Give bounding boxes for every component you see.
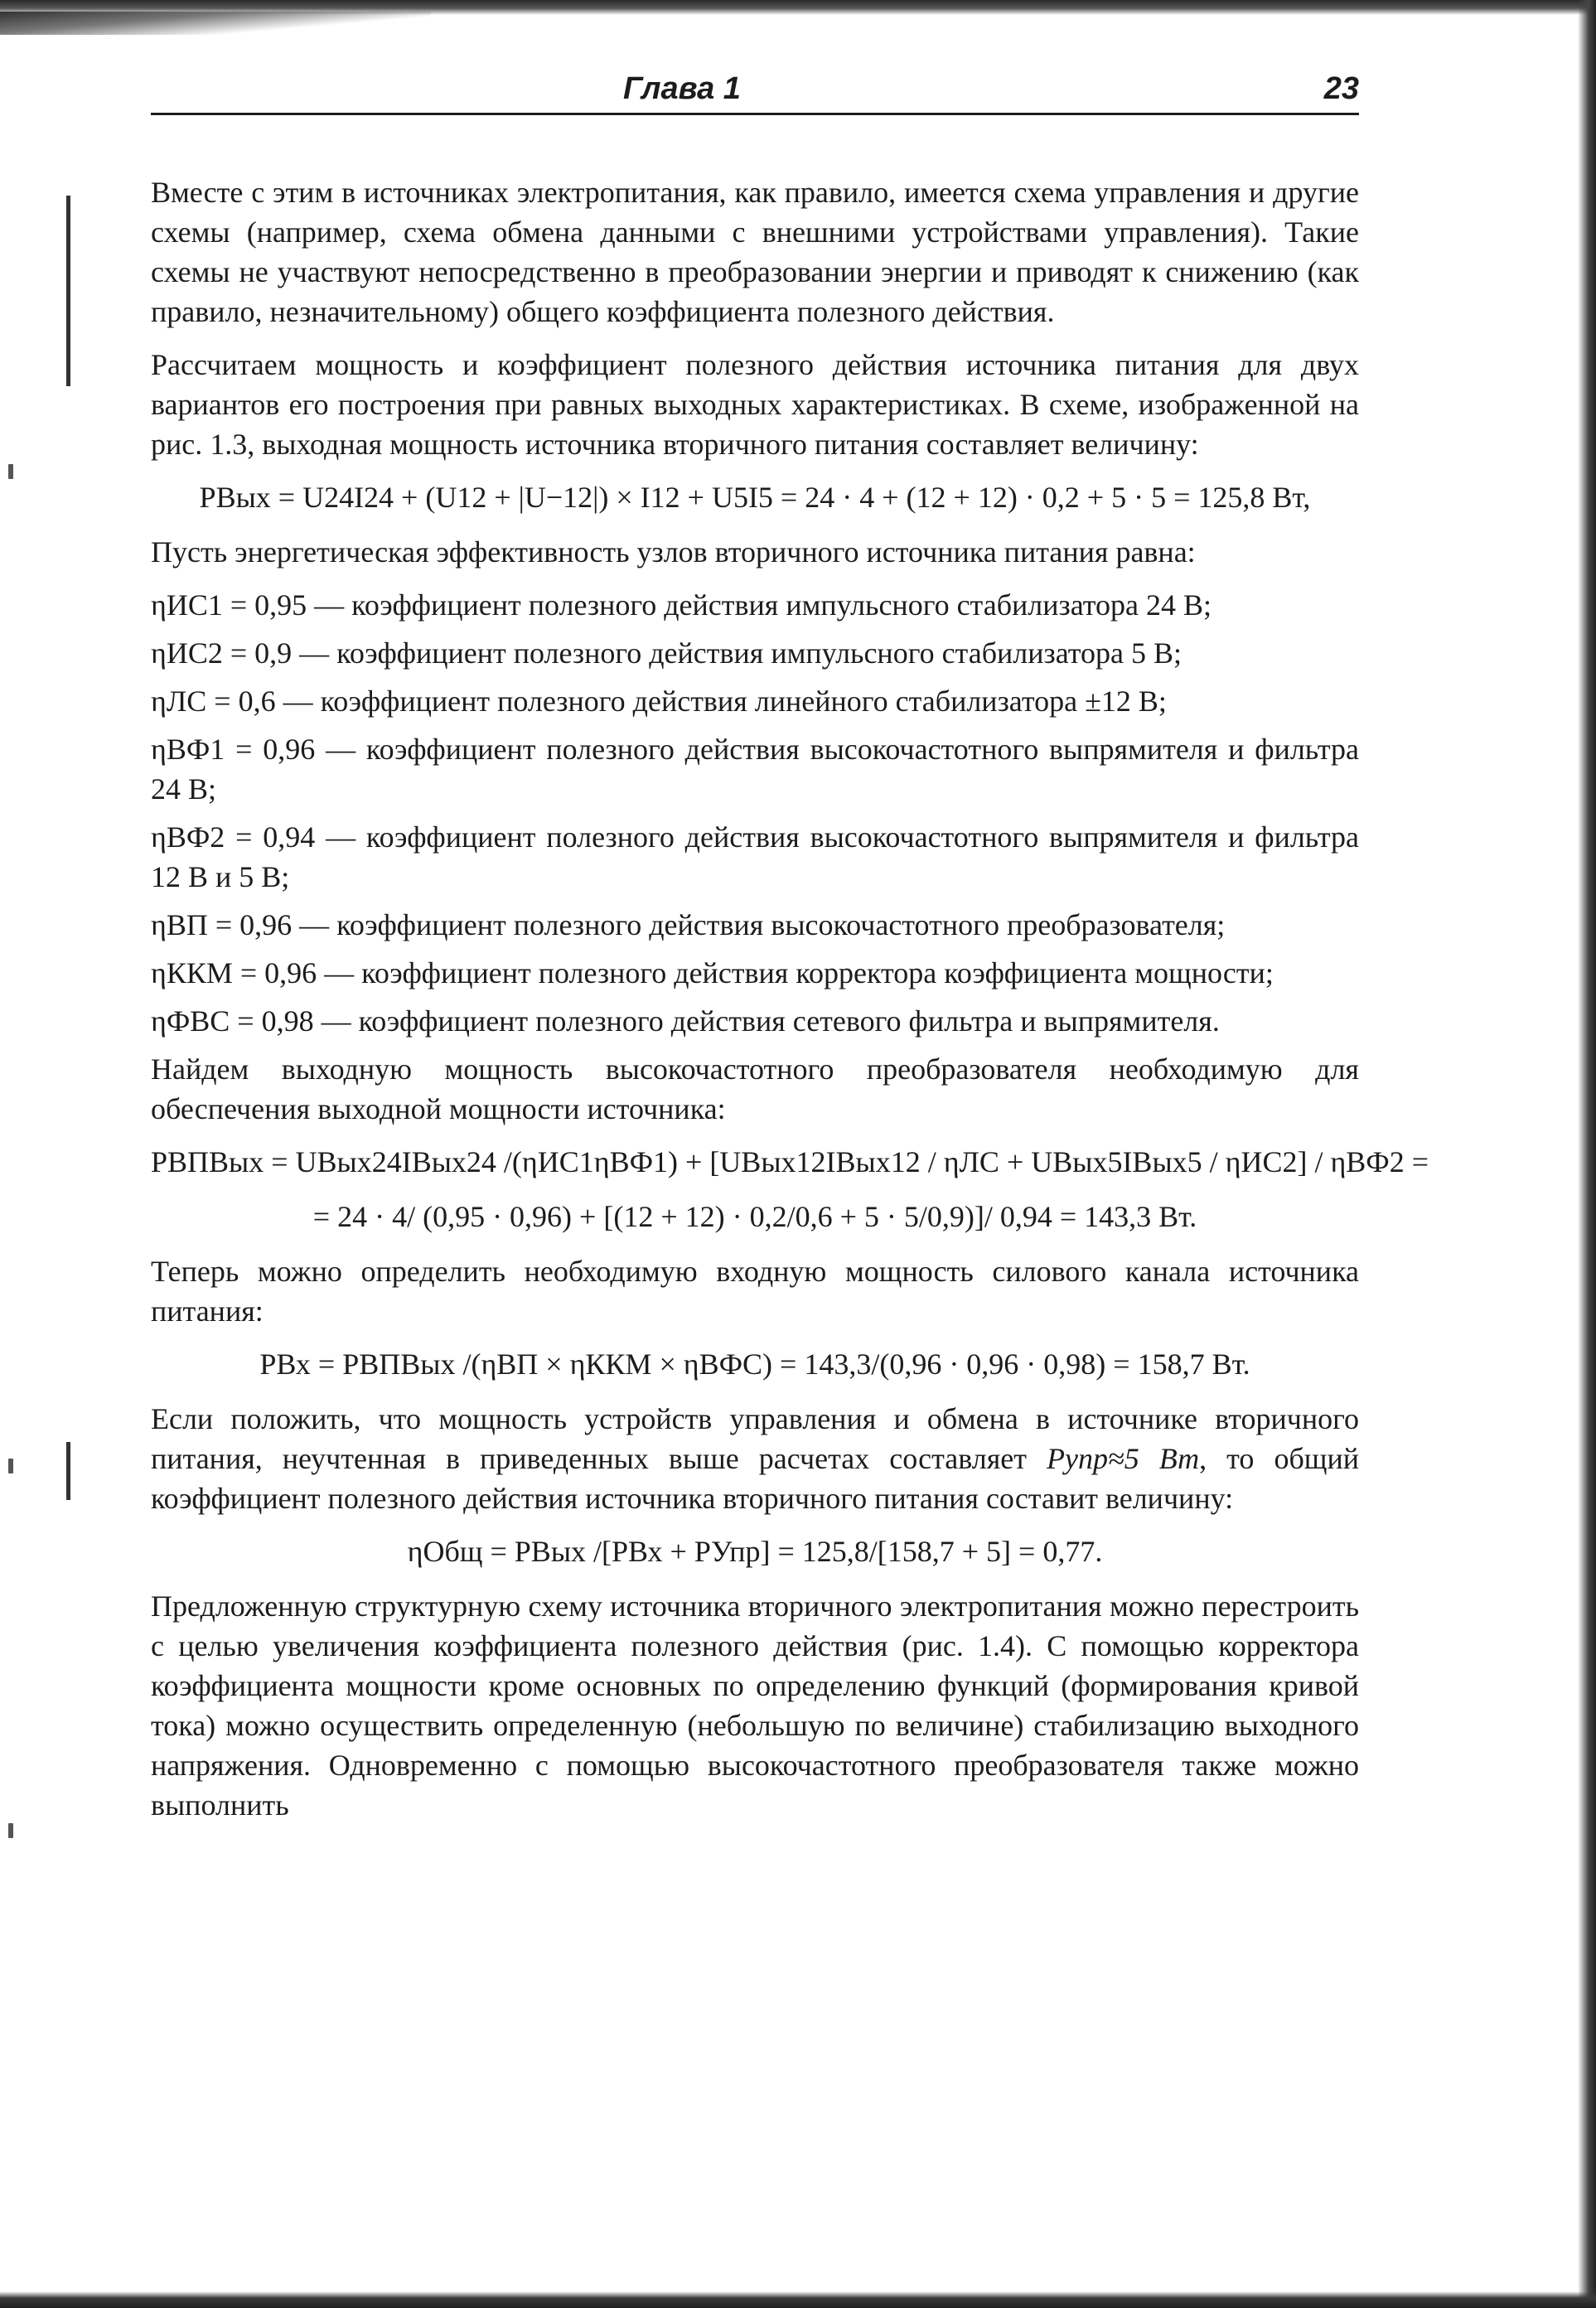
efficiency-symbol: ηВФ2 [151,820,225,854]
formula-converter-power-line2: = 24 · 4/ (0,95 · 0,96) + [(12 + 12) · 0,2/0,6 + 5 · 5/0,9)]/ 0,94 = 143,3 Вт. [312,1200,1197,1233]
efficiency-value: = 0,96 [235,733,316,766]
formula-converter-power-line1: PВПВых = UВых24IВых24 /(ηИС1ηВФ1) + [UВых12IВых12 / ηЛС + UВых5IВых5 / ηИС2] / ηВФ2 = [151,1145,1429,1178]
efficiency-symbol: ηККМ [151,956,233,989]
efficiency-value: = 0,96 [239,956,317,989]
efficiency-description: — коэффициент полезного действия импульсного стабилизатора 5 В; [292,636,1182,670]
efficiency-description: — коэффициент полезного действия сетевого фильтра и выпрямителя. [313,1004,1220,1038]
paragraph: Найдем выходную мощность высокочастотного преобразователя необходимую для обеспечения выходной мощности источника: [151,1052,1359,1125]
paragraph-text: , то общий коэффициент полезного действия источника вторичного питания составит величину: [151,1442,1360,1515]
formula-output-power: PВых = U24I24 + (U12 + |U−12|) × I12 + U5I5 = 24 · 4 + (12 + 12) · 0,2 + 5 · 5 = 125,8 Вт, [199,481,1311,514]
efficiency-description: — коэффициент полезного действия импульсного стабилизатора 24 В; [307,588,1212,622]
efficiency-symbol: ηЛС [151,685,207,718]
efficiency-item [151,905,1359,945]
efficiency-value: = 0,96 [215,908,293,941]
paragraph: Пусть энергетическая эффективность узлов вторичного источника питания равна: [151,535,1196,569]
page-number: 23 [1323,71,1359,106]
scan-margin-tick [8,1459,13,1473]
paragraph [151,1399,1359,1518]
efficiency-symbol: ηФВС [151,1004,230,1038]
chapter-title: Глава 1 [623,71,741,106]
efficiency-value: = 0,9 [230,636,293,670]
paragraph: Вместе с этим в источниках электропитания, как правило, имеется схема управления и другие схемы (например, схема обмена данными с внешними устройствами управления). Такие схемы не участвуют непосредственно в преобразовании энергии и приводят к снижению (как правило, незначительному) общего коэффициента полезного действия. [151,176,1359,328]
efficiency-description: — коэффициент полезного действия высокочастотного преобразователя; [292,908,1226,941]
formula-input-power: PВх = PВПВых /(ηВП × ηККМ × ηВФС) = 143,3/(0,96 · 0,96 · 0,98) = 158,7 Вт. [259,1348,1250,1381]
scan-margin-mark [66,1442,70,1500]
paragraph: Теперь можно определить необходимую входную мощность силового канала источника питания: [151,1255,1359,1328]
scan-margin-tick [8,1823,13,1838]
efficiency-description: — коэффициент полезного действия линейного стабилизатора ±12 В; [275,685,1167,718]
efficiency-item [151,729,1359,809]
control-power-value: Pупр≈5 Вт [1047,1442,1200,1475]
scan-top-shadow [0,12,431,35]
efficiency-value: = 0,6 [214,685,276,718]
efficiency-item [151,681,1359,721]
paragraph: Рассчитаем мощность и коэффициент полезного действия источника питания для двух вариантов его построения при равных выходных характеристиках. В схеме, изображенной на рис. 1.3, выходная мощность источника вторичного питания составляет величину: [151,348,1359,461]
page-body [151,172,1429,1838]
page-header [151,68,1359,115]
paragraph: Предложенную структурную схему источника вторичного электропитания можно перестроить с целью увеличения коэффициента полезного действия (рис. 1.4). С помощью корректора коэффициента мощности кроме основных по определению функций (формирования кривой тока) можно осуществить определенную (небольшую по величине) стабилизацию выходного напряжения. Одновременно с помощью высокочастотного преобразователя также можно выполнить [151,1589,1359,1822]
efficiency-description: — коэффициент полезного действия высокочастотного выпрямителя и фильтра 12 В и 5 В; [151,820,1360,893]
efficiency-item [151,817,1359,897]
efficiency-value: = 0,98 [237,1004,314,1038]
scan-margin-tick [8,464,13,479]
efficiency-symbol: ηИС1 [151,588,223,622]
scan-bottom-edge [0,2291,1596,2308]
efficiency-value: = 0,95 [230,588,307,622]
efficiency-description: — коэффициент полезного действия корректора коэффициента мощности; [317,956,1274,989]
efficiency-item [151,953,1359,993]
scan-margin-mark [66,196,70,386]
paragraph-text: Если положить, что мощность устройств управления и обмена в источнике вторичного питания, неучтенная в приведенных выше расчетах составляет [151,1402,1359,1475]
formula-total-efficiency: ηОбщ = PВых /[PВх + PУпр] = 125,8/[158,7 + 5] = 0,77. [407,1535,1103,1568]
efficiency-symbol: ηИС2 [151,636,223,670]
efficiency-symbol: ηВФ1 [151,733,225,766]
efficiency-item [151,633,1359,673]
efficiency-item [151,585,1359,625]
efficiency-item [151,1001,1359,1041]
efficiency-symbol: ηВП [151,908,208,941]
efficiency-description: — коэффициент полезного действия высокочастотного выпрямителя и фильтра 24 В; [151,733,1360,806]
scan-right-edge [1578,0,1596,2308]
efficiency-value: = 0,94 [235,820,316,854]
